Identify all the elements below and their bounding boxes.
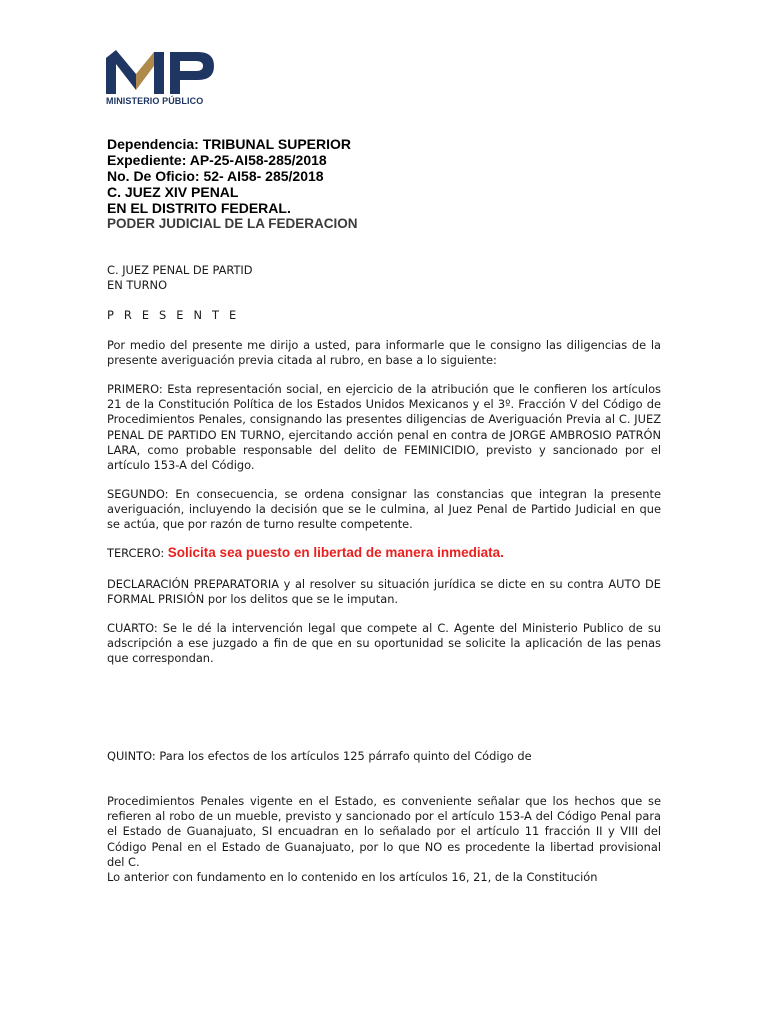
juez-line: C. JUEZ XIV PENAL [107, 184, 239, 200]
document-header [107, 136, 358, 232]
segundo-paragraph: SEGUNDO: En consecuencia, se ordena consignar las constancias que integran la presente averiguación, incluyendo la decisión que se le culmina, al Juez Penal de Partido Judicial en que se actúa, que por razón de turno resulte competente. [107, 487, 661, 532]
dependencia-line: Dependencia: TRIBUNAL SUPERIOR [107, 136, 351, 152]
ministerio-publico-logo [106, 50, 218, 110]
primero-paragraph: PRIMERO: Esta representación social, en ejercicio de la atribución que le confieren los artículos 21 de la Constitución Política de los Estados Unidos Mexicanos y el 3º. Fracción V del Código de Procedimientos Penales, consignando las presentes diligencias de Averiguación Previa al C. JUEZ PENAL DE PARTIDO EN TURNO, ejercitando acción penal en contra de JORGE AMBROSIO PATRÓN LARA, como probable responsable del delito de FEMINICIDIO, previsto y sancionado por el artículo 153-A del Código. [107, 382, 661, 473]
tercero-paragraph [107, 545, 661, 561]
tercero-highlight: Solicita sea puesto en libertad de manera inmediata. [167, 545, 504, 560]
anterior-paragraph: Lo anterior con fundamento en lo contenido en los artículos 16, 21, de la Constitución [107, 870, 598, 884]
mp-logo-mark-icon [106, 50, 218, 96]
tercero-label: TERCERO: [107, 546, 168, 560]
addressee [107, 263, 661, 293]
presente-heading: P R E S E N T E [107, 308, 240, 322]
poder-judicial-line: PODER JUDICIAL DE LA FEDERACION [107, 216, 358, 231]
declaracion-paragraph: DECLARACIÓN PREPARATORIA y al resolver su situación jurídica se dicte en su contra AUTO DE FORMAL PRISIÓN por los delitos que se le imputan. [107, 577, 661, 607]
distrito-line: EN EL DISTRITO FEDERAL. [107, 200, 291, 216]
addressee-line-1: C. JUEZ PENAL DE PARTID [107, 263, 253, 277]
quinto-paragraph: QUINTO: Para los efectos de los artículos 125 párrafo quinto del Código de [107, 749, 532, 763]
expediente-line: Expediente: AP-25-AI58-285/2018 [107, 152, 327, 168]
logo-caption: MINISTERIO PÚBLICO [106, 96, 204, 106]
oficio-line: No. De Oficio: 52- AI58- 285/2018 [107, 168, 324, 184]
intro-paragraph: Por medio del presente me dirijo a usted, para informarle que le consigno las diligencias de la presente averiguación previa citada al rubro, en base a lo siguiente: [107, 338, 661, 368]
cuarto-paragraph: CUARTO: Se le dé la intervención legal que compete al C. Agente del Ministerio Publico de su adscripción a ese juzgado a fin de que en su oportunidad se solicite la aplicación de las penas que correspondan. [107, 621, 661, 666]
procedimientos-paragraph: Procedimientos Penales vigente en el Estado, es conveniente señalar que los hechos que se refieren al robo de un mueble, previsto y sancionado por el artículo 153-A del Código Penal para el Estado de Guanajuato, SI encuadran en lo señalado por el artículo 11 fracción II y VIII del Código Penal en el Estado de Guanajuato, por lo que NO es procedente la libertad provisional del C. [107, 794, 661, 869]
addressee-line-2: EN TURNO [107, 278, 168, 293]
